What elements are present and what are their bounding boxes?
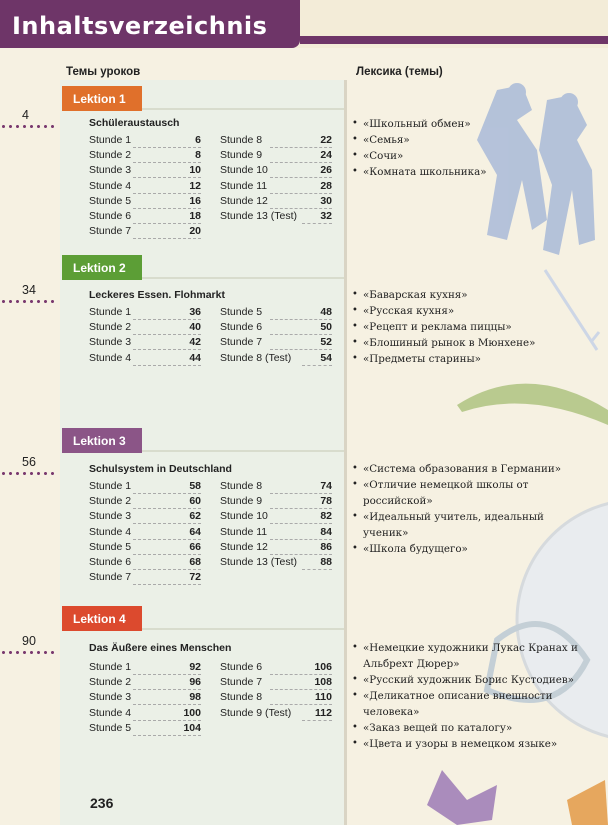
lexicon-item [352, 509, 592, 541]
toc-entry[interactable] [89, 526, 201, 541]
bullet-icon: • [352, 118, 358, 129]
lexicon-item-text: «Отличие немецкой школы от российской» [363, 479, 529, 507]
lexicon-item [352, 541, 592, 557]
toc-entry-page: 52 [320, 336, 332, 349]
toc-entry-label: Stunde 1 [89, 480, 132, 492]
toc-entry[interactable] [220, 306, 332, 321]
toc-entry-leader [133, 523, 201, 524]
toc-entry-label: Stunde 12 [220, 194, 268, 207]
lexicon-item-text: «Система образования в Германии» [363, 463, 562, 475]
toc-entry[interactable] [220, 134, 332, 149]
lexicon-item [352, 287, 592, 303]
toc-entry[interactable] [220, 541, 332, 556]
lexicon-item-text: «Сочи» [363, 150, 404, 162]
toc-entry-page: 110 [315, 691, 332, 704]
lektion-4-dots [0, 651, 58, 654]
toc-entry-leader [133, 720, 201, 721]
toc-entry-leader [270, 508, 332, 509]
toc-entry[interactable] [89, 149, 201, 164]
toc-entry-label: Stunde 7 [89, 225, 132, 238]
bullet-icon: • [352, 511, 358, 522]
lexicon-item-text: «Заказ вещей по каталогу» [363, 722, 513, 734]
lexicon-item [352, 736, 592, 752]
toc-entry[interactable] [89, 510, 201, 525]
toc-entry-page: 72 [189, 571, 201, 584]
lexicon-item [352, 319, 592, 335]
lexicon-item-text: «Русский художник Борис Кустодиев» [363, 674, 574, 686]
toc-entry-label: Stunde 12 [220, 540, 268, 553]
toc-entry-leader [270, 319, 332, 320]
toc-entry-label: Stunde 5 [89, 721, 132, 734]
toc-entry-leader [270, 493, 332, 494]
lektion-4-tab[interactable]: Lektion 4 [62, 606, 142, 631]
toc-entry-leader [133, 223, 201, 224]
toc-entry-label: Stunde 7 [220, 336, 263, 349]
toc-entry[interactable] [220, 195, 332, 210]
leaf-shape [457, 384, 608, 425]
toc-entry-page: 18 [189, 210, 201, 222]
lexicon-item [352, 351, 592, 367]
toc-entry-leader [270, 193, 332, 194]
toc-entry-page: 60 [189, 495, 201, 508]
toc-entry-leader [133, 349, 201, 350]
toc-entry-page: 26 [320, 164, 332, 177]
lexicon-item [352, 303, 592, 319]
bullet-icon: • [352, 166, 358, 177]
toc-entry-label: Stunde 4 [89, 706, 132, 719]
lexicon-item-text: «Семья» [363, 134, 410, 146]
toc-entry-label: Stunde 13 (Test) [220, 210, 298, 222]
toc-entry[interactable] [220, 691, 332, 706]
toc-entry-leader [133, 554, 201, 555]
toc-entry-label: Stunde 2 [89, 676, 132, 689]
toc-entry-leader [270, 554, 332, 555]
lexicon-item-text: «Предметы старины» [363, 353, 481, 365]
lektion-4-title: Das Äußere eines Menschen [89, 642, 232, 654]
lexicon-item [352, 477, 592, 509]
toc-entry-leader [133, 508, 201, 509]
toc-entry[interactable] [89, 691, 201, 706]
toc-entry-label: Stunde 1 [89, 306, 132, 318]
toc-entry-page: 78 [320, 495, 332, 508]
toc-entry-page: 106 [314, 661, 332, 673]
toc-entry-leader [270, 208, 332, 209]
toc-entry-label: Stunde 4 [89, 179, 132, 192]
lexicon-item [352, 720, 592, 736]
toc-entry-leader [133, 238, 201, 239]
toc-entry-leader [302, 720, 332, 721]
lexicon-item-text: «Баварская кухня» [363, 289, 468, 301]
toc-entry[interactable] [220, 321, 332, 336]
toc-entry[interactable] [220, 164, 332, 179]
toc-entry-label: Stunde 4 [89, 525, 132, 538]
lektion-1-dots [0, 125, 58, 128]
lektion-2-page: 34 [22, 283, 36, 297]
bullet-icon: • [352, 337, 358, 348]
toc-entry-leader [270, 539, 332, 540]
toc-entry-label: Stunde 11 [220, 525, 268, 538]
toc-entry-leader [302, 365, 332, 366]
toc-entry-label: Stunde 4 [89, 351, 132, 364]
toc-entry-page: 104 [183, 721, 201, 734]
column-header-lexicon: Лексика (темы) [356, 66, 443, 78]
toc-entry[interactable] [220, 180, 332, 195]
toc-entry-page: 6 [195, 134, 201, 146]
bullet-icon: • [352, 289, 358, 300]
bullet-icon: • [352, 479, 358, 490]
toc-entry-label: Stunde 11 [220, 179, 268, 192]
lektion-4-rule [142, 628, 344, 630]
toc-entry-page: 44 [189, 351, 201, 364]
toc-entry-page: 66 [189, 540, 201, 553]
toc-entry-leader [133, 704, 201, 705]
bullet-icon: • [352, 738, 358, 749]
lektion-4-page: 90 [22, 634, 36, 648]
toc-entry[interactable] [89, 321, 201, 336]
toc-entry[interactable] [89, 225, 201, 240]
toc-entry-label: Stunde 10 [220, 164, 268, 177]
bullet-icon: • [352, 321, 358, 332]
column-header-topics: Темы уроков [66, 66, 141, 78]
toc-entry-leader [270, 334, 332, 335]
toc-entry-page: 100 [183, 706, 201, 719]
lexicon-item-text: «Русская кухня» [363, 305, 455, 317]
bullet-icon: • [352, 134, 358, 145]
bullet-icon: • [352, 722, 358, 733]
toc-entry[interactable] [220, 210, 332, 225]
toc-entry[interactable] [220, 336, 332, 351]
toc-entry-page: 108 [314, 676, 332, 689]
toc-entry-page: 42 [189, 336, 201, 349]
toc-entry[interactable] [220, 707, 332, 722]
toc-entry-page: 24 [320, 149, 332, 162]
toc-entry-label: Stunde 9 (Test) [220, 706, 292, 719]
bullet-icon: • [352, 642, 358, 653]
toc-entry-leader [270, 147, 332, 148]
lexicon-item [352, 335, 592, 351]
lektion-3-title: Schulsystem in Deutschland [89, 463, 232, 475]
toc-entry-label: Stunde 5 [89, 540, 132, 553]
toc-entry[interactable] [89, 480, 201, 495]
lektion-2-dots [0, 300, 58, 303]
toc-entry[interactable] [220, 495, 332, 510]
toc-entry-page: 8 [195, 149, 201, 162]
toc-entry-leader [302, 223, 332, 224]
toc-entry-leader [133, 493, 201, 494]
toc-entry-page: 48 [320, 306, 332, 318]
toc-entry-page: 54 [320, 351, 332, 364]
toc-entry-leader [133, 569, 201, 570]
toc-entry-leader [133, 689, 201, 690]
toc-entry-leader [133, 674, 201, 675]
toc-entry-leader [133, 735, 201, 736]
toc-entry-leader [133, 208, 201, 209]
bullet-icon: • [352, 305, 358, 316]
toc-entry-leader [270, 704, 332, 705]
toc-entry-page: 36 [189, 306, 201, 318]
toc-entry-page: 112 [315, 706, 332, 719]
toc-entry-label: Stunde 13 (Test) [220, 556, 298, 568]
orange-leaf-shape [567, 780, 608, 825]
lektion-3-page: 56 [22, 455, 36, 469]
toc-entry-page: 86 [320, 540, 332, 553]
toc-entry-leader [270, 177, 332, 178]
toc-entry-leader [133, 584, 201, 585]
toc-entry-label: Stunde 8 [220, 134, 263, 146]
lektion-1-title: Schüleraustausch [89, 117, 180, 129]
toc-entry-page: 10 [189, 164, 201, 177]
toc-entry-label: Stunde 3 [89, 164, 132, 177]
lektion-1-tab[interactable]: Lektion 1 [62, 86, 142, 111]
lexicon-item-text: «Школа будущего» [363, 543, 468, 555]
toc-entry[interactable] [89, 180, 201, 195]
lexicon-item [352, 461, 592, 477]
toc-entry-label: Stunde 2 [89, 495, 132, 508]
footer-page-number: 236 [90, 795, 114, 811]
toc-entry-label: Stunde 9 [220, 495, 263, 508]
lektion-3-rule [142, 450, 344, 452]
toc-entry[interactable] [89, 164, 201, 179]
toc-entry-label: Stunde 2 [89, 149, 132, 162]
lexicon-item-text: «Деликатное описание внешности человека» [363, 690, 553, 718]
toc-entry[interactable] [220, 510, 332, 525]
toc-entry-leader [270, 689, 332, 690]
toc-entry-leader [133, 365, 201, 366]
toc-entry[interactable] [89, 707, 201, 722]
lektion-2-tab[interactable]: Lektion 2 [62, 255, 142, 280]
bullet-icon: • [352, 463, 358, 474]
toc-entry-label: Stunde 6 [220, 321, 263, 334]
toc-entry-label: Stunde 9 [220, 149, 263, 162]
toc-entry-leader [133, 319, 201, 320]
toc-entry-page: 58 [189, 480, 201, 492]
purple-leaf-shape [427, 770, 497, 825]
toc-entry[interactable] [220, 526, 332, 541]
bullet-icon: • [352, 690, 358, 701]
lektion-2-rule [142, 277, 344, 279]
lexicon-item [352, 148, 592, 164]
lexicon-item-text: «Идеальный учитель, идеальный ученик» [363, 511, 544, 539]
toc-entry-label: Stunde 2 [89, 321, 132, 334]
toc-entry[interactable] [89, 495, 201, 510]
toc-entry-leader [133, 193, 201, 194]
toc-entry-page: 28 [320, 179, 332, 192]
toc-entry-page: 22 [320, 134, 332, 146]
lexicon-item [352, 688, 592, 720]
lektion-3-tab[interactable]: Lektion 3 [62, 428, 142, 453]
toc-entry[interactable] [89, 676, 201, 691]
toc-entry-label: Stunde 8 [220, 480, 263, 492]
toc-entry-page: 50 [320, 321, 332, 334]
toc-entry-label: Stunde 6 [89, 210, 132, 222]
toc-entry[interactable] [89, 336, 201, 351]
toc-entry-page: 62 [189, 510, 201, 523]
toc-entry-leader [133, 334, 201, 335]
lexicon-item-text: «Рецепт и реклама пиццы» [363, 321, 512, 333]
toc-entry-page: 30 [320, 194, 332, 207]
toc-entry-leader [270, 523, 332, 524]
toc-entry-label: Stunde 6 [89, 556, 132, 568]
toc-entry[interactable] [89, 571, 201, 586]
page-title: Inhaltsverzeichnis [12, 12, 268, 40]
toc-entry[interactable] [89, 195, 201, 210]
toc-entry-leader [133, 162, 201, 163]
toc-entry[interactable] [89, 352, 201, 367]
toc-entry-page: 82 [320, 510, 332, 523]
toc-entry-page: 98 [189, 691, 201, 704]
bullet-icon: • [352, 353, 358, 364]
toc-entry-label: Stunde 8 (Test) [220, 351, 292, 364]
title-box [0, 0, 300, 48]
toc-entry-label: Stunde 5 [220, 306, 263, 318]
toc-entry-page: 74 [320, 480, 332, 492]
lexicon-item [352, 116, 592, 132]
bullet-icon: • [352, 543, 358, 554]
toc-entry-label: Stunde 10 [220, 510, 268, 523]
lexicon-item-text: «Цвета и узоры в немецком языке» [363, 738, 558, 750]
toc-entry-leader [270, 349, 332, 350]
toc-entry-label: Stunde 3 [89, 691, 132, 704]
toc-entry-label: Stunde 3 [89, 336, 132, 349]
lexicon-item [352, 672, 592, 688]
toc-entry[interactable] [89, 210, 201, 225]
toc-entry-page: 32 [320, 210, 332, 222]
toc-entry[interactable] [89, 134, 201, 149]
lektion-1-rule [142, 108, 344, 110]
toc-entry-label: Stunde 8 [220, 691, 263, 704]
toc-entry[interactable] [220, 676, 332, 691]
toc-entry-page: 92 [189, 661, 201, 673]
bullet-icon: • [352, 150, 358, 161]
toc-entry-label: Stunde 5 [89, 194, 132, 207]
toc-entry-leader [133, 147, 201, 148]
toc-entry-label: Stunde 1 [89, 661, 132, 673]
toc-entry-leader [270, 162, 332, 163]
toc-entry-leader [133, 539, 201, 540]
toc-entry-label: Stunde 6 [220, 661, 263, 673]
bullet-icon: • [352, 674, 358, 685]
toc-entry-label: Stunde 3 [89, 510, 132, 523]
toc-entry-page: 68 [189, 556, 201, 568]
lektion-2-title: Leckeres Essen. Flohmarkt [89, 289, 225, 301]
toc-entry[interactable] [89, 661, 201, 676]
toc-entry[interactable] [220, 661, 332, 676]
toc-entry[interactable] [220, 556, 332, 571]
lexicon-item-text: «Комната школьника» [363, 166, 487, 178]
lektion-3-dots [0, 472, 58, 475]
toc-entry-leader [302, 569, 332, 570]
toc-entry-page: 20 [189, 225, 201, 238]
toc-entry[interactable] [89, 541, 201, 556]
lexicon-item [352, 164, 592, 180]
toc-entry-leader [133, 177, 201, 178]
lexicon-item-text: «Школьный обмен» [363, 118, 471, 130]
lexicon-item-text: «Блошиный рынок в Мюнхене» [363, 337, 536, 349]
toc-entry-label: Stunde 1 [89, 134, 132, 146]
toc-entry-page: 88 [320, 556, 332, 568]
header-rule [300, 36, 608, 44]
toc-entry[interactable] [89, 722, 201, 737]
toc-entry[interactable] [220, 352, 332, 367]
toc-entry-label: Stunde 7 [220, 676, 263, 689]
toc-entry-page: 12 [189, 179, 201, 192]
toc-entry-page: 16 [189, 194, 201, 207]
lektion-1-page: 4 [22, 108, 29, 122]
lexicon-item-text: «Немецкие художники Лукас Кранах и Альбрехт Дюрер» [363, 642, 578, 670]
toc-entry-page: 96 [189, 676, 201, 689]
toc-entry[interactable] [220, 480, 332, 495]
toc-entry-label: Stunde 7 [89, 571, 132, 584]
toc-entry-page: 84 [320, 525, 332, 538]
toc-entry[interactable] [89, 556, 201, 571]
lexicon-item [352, 132, 592, 148]
toc-entry-page: 40 [189, 321, 201, 334]
toc-entry[interactable] [89, 306, 201, 321]
toc-entry-leader [270, 674, 332, 675]
lexicon-item [352, 640, 592, 672]
toc-entry-page: 64 [189, 525, 201, 538]
toc-entry[interactable] [220, 149, 332, 164]
